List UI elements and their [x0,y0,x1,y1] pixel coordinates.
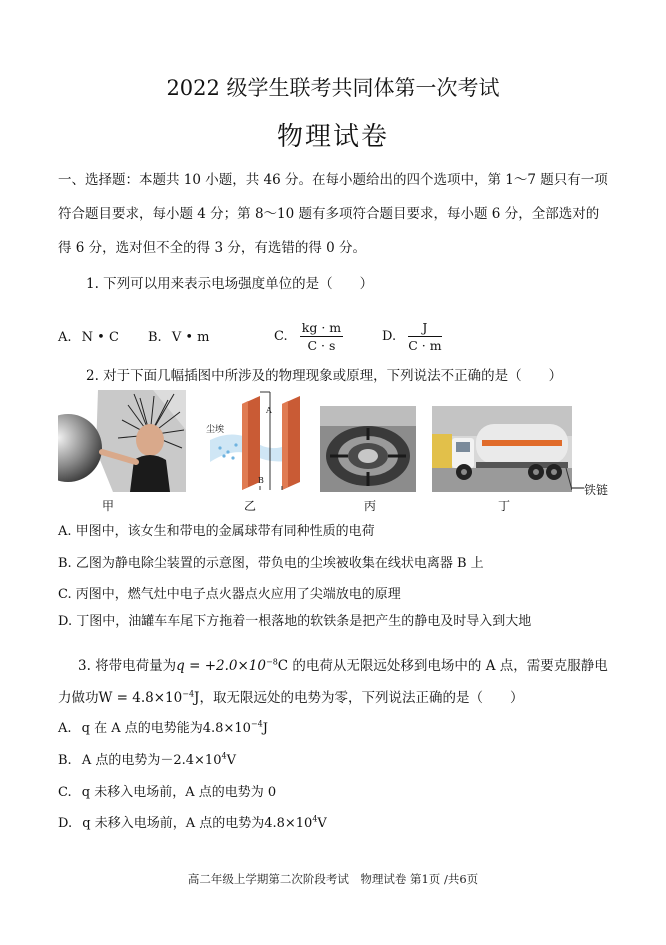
q3-option-c [58,781,276,800]
q3-option-d-val: 4.8×10 [264,816,313,831]
q2-option-b: B. 乙图为静电除尘装置的示意图，带负电的尘埃被收集在线状电离器 B 上 [58,556,484,571]
q3-option-a-post: J [262,721,268,736]
static-ball-illustration [58,390,186,492]
caption-jia: 甲 [101,499,114,513]
q3-option-b-label: B. [58,753,72,768]
q1-option-c-numerator: kg · m [301,320,342,335]
q1-option-d-denominator: C · m [408,338,442,353]
plate-a-label: A [266,406,272,415]
dust-label: 尘埃 [206,425,225,435]
q3-option-c-label: C. [58,785,72,800]
q1-option-c-label: C. [274,329,288,344]
q3-option-d-pre: q 未移入电场前，A 点的电势为 [82,816,265,831]
q3-option-a-val: 4.8×10 [202,721,251,736]
q3-charge: q = +2.0×10 [176,658,266,674]
q2-stem: 2. 对于下面几幅插图中所涉及的物理现象或原理，下列说法不正确的是（ ） [86,368,563,384]
q3-stem-line1 [78,654,638,674]
q1-option-b [148,330,209,345]
q1-option-b-text: V • m [171,330,210,345]
subject-title: 物理试卷 [276,122,389,152]
q3-stem-b: 力做功 [58,690,99,706]
chain-label: 铁链 [584,483,609,497]
q3-stem-c: J，取无限远处的电势为零，下列说法正确的是（ ） [194,690,524,706]
q1-option-a [58,330,119,345]
q3-option-b [58,749,236,768]
image-yi-precipitator [200,390,312,492]
q2-option-d: D. 丁图中，油罐车车尾下方拖着一根落地的软铁条是把产生的静电及时导入到大地 [58,614,532,629]
q1-option-d-fraction [408,320,441,353]
q3-option-b-post: V [226,753,236,768]
page-footer: 高二年级上学期第二次阶段考试 物理试卷 第1页 /共6页 [187,872,479,886]
section-intro-line3: 得 6 分，选对但不全的得 3 分，有选错的得 0 分。 [58,240,367,256]
chain-pointer-line [572,480,584,492]
q3-option-b-exp: 4 [221,751,227,761]
q3-work-exponent: −4 [182,689,195,699]
q2-option-a: A. 甲图中，该女生和带电的金属球带有同种性质的电荷 [58,524,375,539]
q1-option-d-numerator: J [408,320,441,337]
q3-option-b-val: －2.4×10 [160,753,222,768]
image-jia-static-ball [58,390,186,492]
q3-option-a [58,717,268,736]
image-bing-gas-stove [320,406,416,492]
q1-option-b-label: B. [148,330,162,345]
q1-option-c [274,320,343,353]
section-intro-line2: 符合题目要求，每小题 4 分；第 8～10 题有多项符合题目要求，每小题 6 分，全部选对的 [58,206,600,222]
q3-stem-line2 [58,686,638,706]
precipitator-illustration [200,390,312,492]
caption-bing: 丙 [363,499,376,513]
q2-option-c: C. 丙图中，燃气灶中电子点火器点火应用了尖端放电的原理 [58,587,401,602]
q1-stem: 1. 下列可以用来表示电场强度单位的是（ ） [86,276,374,292]
q3-option-d-exp: 4 [312,814,318,824]
section-intro-line1: 一、选择题：本题共 10 小题，共 46 分。在每小题给出的四个选项中，第 1～7 题只有一项 [58,172,608,188]
q1-option-a-label: A. [58,330,72,345]
image-ding-tanker-truck [432,406,572,492]
q3-option-d-post: V [317,816,327,831]
q1-option-d-label: D. [382,329,397,344]
q1-option-c-fraction [300,320,343,353]
q3-option-a-label: A. [58,721,72,736]
q1-option-d [382,320,442,353]
q3-option-c-pre: q 未移入电场前，A 点的电势为 0 [81,785,277,800]
q3-charge-unit: C 的电荷从无限远处移到电场中的 A 点，需要克服静电 [277,658,608,674]
q3-option-d [58,812,327,831]
caption-yi: 乙 [243,499,256,513]
q3-option-d-label: D. [58,816,73,831]
q1-option-c-denominator: C · s [307,338,336,353]
tanker-truck-illustration [432,406,572,492]
q3-option-b-pre: A 点的电势为 [81,753,161,768]
q3-stem-a: 3. 将带电荷量为 [78,658,177,674]
q3-charge-exponent: −8 [265,657,278,667]
q1-option-a-text: N • C [81,330,119,345]
exam-title: 2022 级学生联考共同体第一次考试 [166,76,500,100]
plate-b-label: B [258,476,264,485]
q3-option-a-exp: −4 [250,719,263,729]
q3-work: W = 4.8×10 [98,690,183,706]
q3-option-a-pre: q 在 A 点的电势能为 [81,721,203,736]
gas-stove-illustration [320,406,416,492]
caption-ding: 丁 [497,499,510,513]
